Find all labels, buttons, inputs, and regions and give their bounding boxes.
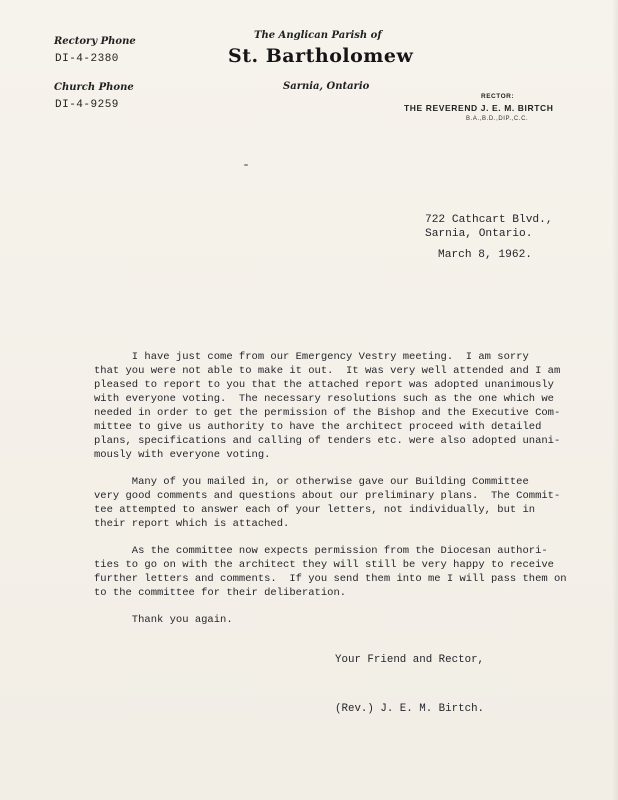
text-line: Many of you mailed in, or otherwise gave our Building Committee: [94, 476, 529, 488]
text-line: further letters and comments. If you send them into me I will pass them on: [94, 573, 567, 585]
text-line: very good comments and questions about our preliminary plans. The Commit-: [94, 490, 561, 502]
text-line: with everyone voting. The necessary resolutions such as the one which we: [94, 393, 554, 405]
rectory-phone-label: Rectory Phone: [54, 36, 136, 47]
closing-salutation: Your Friend and Rector,: [335, 654, 485, 666]
ink-speck: [244, 164, 248, 166]
text-line: mittee to give us authority to have the architect proceed with detailed: [94, 421, 542, 433]
text-line: that you were not able to make it out. It was very well attended and I am: [94, 365, 561, 377]
church-phone-label: Church Phone: [54, 82, 134, 93]
text-line: to the committee for their deliberation.: [94, 587, 347, 599]
text-line: As the committee now expects permission from the Diocesan authori-: [94, 545, 548, 557]
rector-label: RECTOR:: [481, 93, 514, 100]
address-line-2: Sarnia, Ontario.: [425, 228, 533, 240]
letter-date: March 8, 1962.: [438, 249, 532, 261]
address-line-1: 722 Cathcart Blvd.,: [425, 214, 553, 226]
text-line: mously with everyone voting.: [94, 449, 271, 461]
text-line: tee attempted to answer each of your letters, not individually, but in: [94, 504, 536, 516]
text-line: plans, specifications and calling of tenders etc. were also adopted unani-: [94, 435, 561, 447]
rectory-phone-number: DI-4-2380: [55, 53, 119, 65]
page-edge-shadow: [612, 0, 618, 800]
rector-degrees: B.A.,B.D.,DIP.,C.C.: [466, 116, 529, 122]
text-line: needed in order to get the permission of the Bishop and the Executive Com-: [94, 407, 561, 419]
text-line: ties to go on with the architect they will still be very happy to receive: [94, 559, 554, 571]
parish-name: St. Bartholomew: [228, 45, 414, 67]
parish-city: Sarnia, Ontario: [283, 81, 370, 92]
text-line: pleased to report to you that the attached report was adopted unanimously: [94, 379, 554, 391]
parish-of-line: The Anglican Parish of: [254, 30, 382, 41]
text-line: their report which is attached.: [94, 518, 290, 530]
thanks-line: Thank you again.: [94, 614, 233, 626]
church-phone-number: DI-4-9259: [55, 99, 119, 111]
text-line: I have just come from our Emergency Vestry meeting. I am sorry: [94, 351, 529, 363]
signature-line: (Rev.) J. E. M. Birtch.: [335, 703, 485, 715]
rector-name: THE REVEREND J. E. M. BIRTCH: [404, 103, 554, 113]
